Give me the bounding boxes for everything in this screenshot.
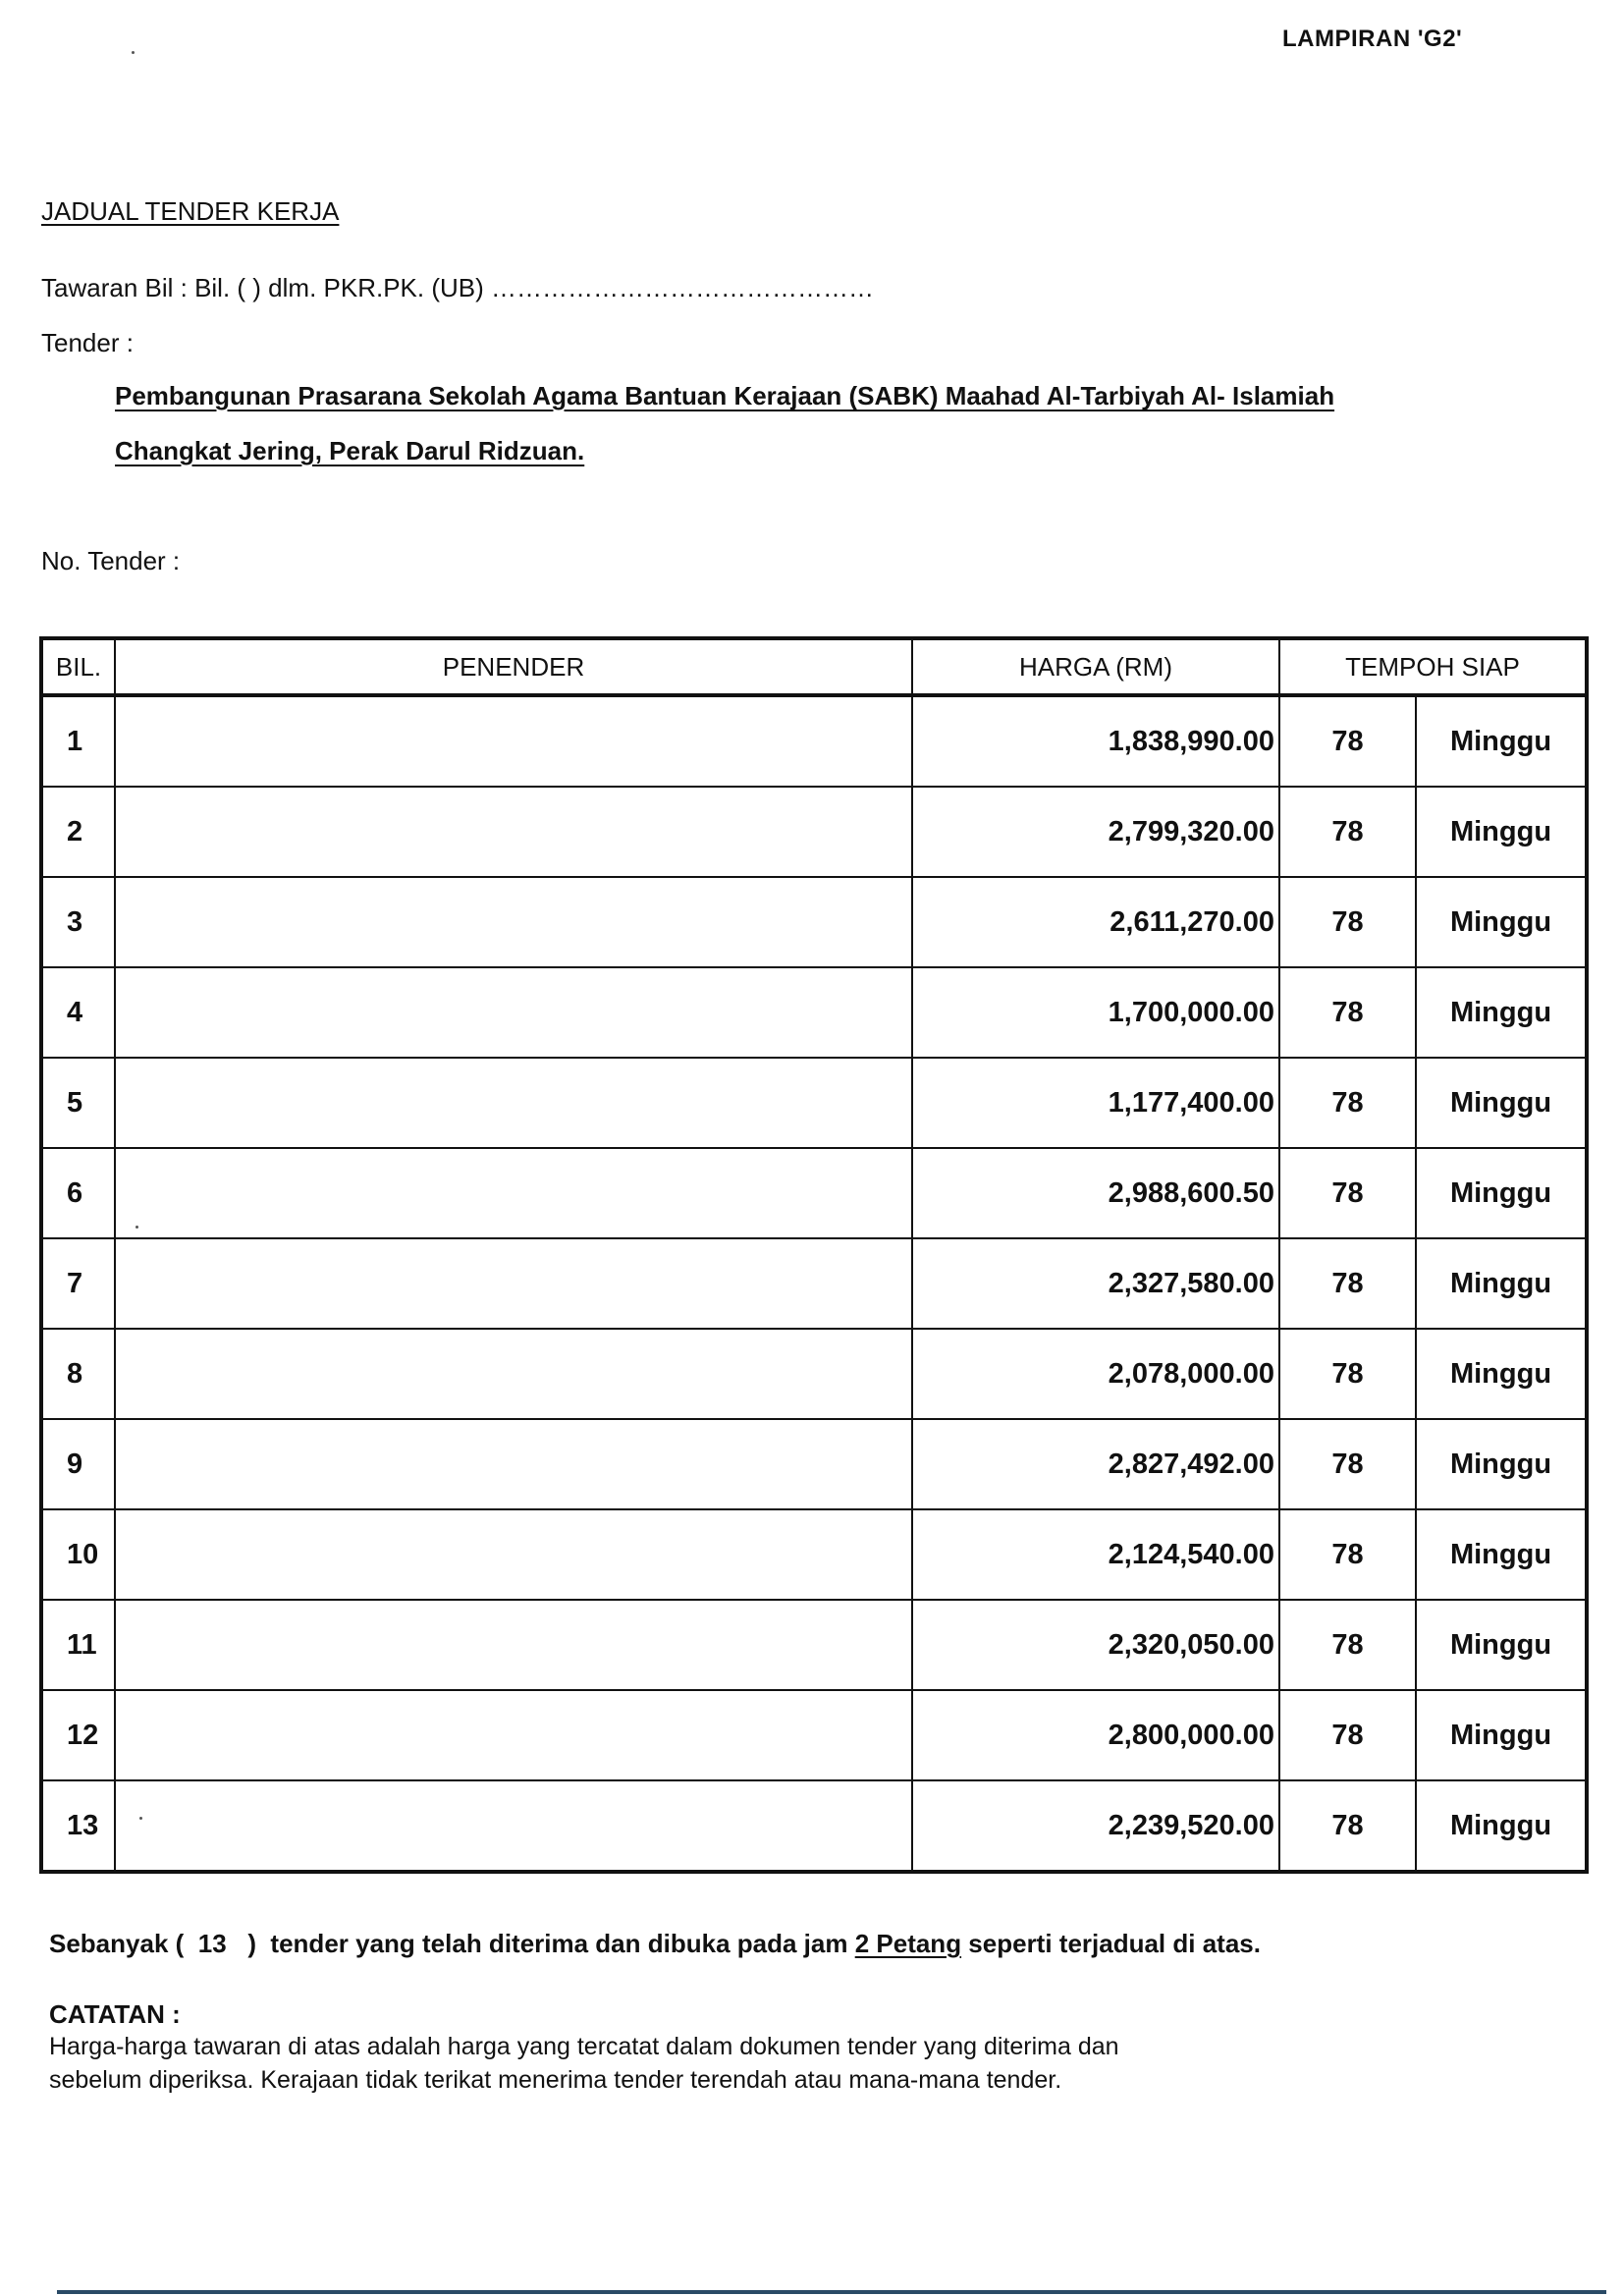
cell-tempoh: 78 [1279, 1238, 1416, 1329]
summary-prefix: Sebanyak ( [49, 1929, 198, 1958]
table-row [41, 1419, 1587, 1509]
tender-number-label: No. Tender : [41, 546, 181, 575]
table-row [41, 1238, 1587, 1329]
cell-harga: 2,988,600.50 [912, 1148, 1279, 1238]
table-row [41, 1690, 1587, 1780]
cell-tempoh: 78 [1279, 1329, 1416, 1419]
cell-tempoh-unit: Minggu [1416, 787, 1587, 877]
cell-tempoh: 78 [1279, 1148, 1416, 1238]
cell-tempoh: 78 [1279, 877, 1416, 967]
cell-tempoh: 78 [1279, 1058, 1416, 1148]
cell-tempoh-unit: Minggu [1416, 1690, 1587, 1780]
cell-tempoh-unit: Minggu [1416, 1058, 1587, 1148]
cell-tempoh-unit: Minggu [1416, 695, 1587, 787]
cell-tempoh-unit: Minggu [1416, 1600, 1587, 1690]
tawaran-line: Tawaran Bil : Bil. ( ) dlm. PKR.PK. (UB) ……………………………………… [41, 273, 874, 302]
cell-harga: 2,239,520.00 [912, 1780, 1279, 1872]
cell-bil: 3 [41, 877, 115, 967]
cell-harga: 2,827,492.00 [912, 1419, 1279, 1509]
table-row [41, 967, 1587, 1058]
table-row [41, 877, 1587, 967]
cell-tempoh-unit: Minggu [1416, 1419, 1587, 1509]
table-row [41, 1329, 1587, 1419]
cell-harga: 2,800,000.00 [912, 1690, 1279, 1780]
column-header-harga: HARGA (RM) [912, 638, 1279, 695]
cell-penender [115, 877, 912, 967]
project-title-line-1: Pembangunan Prasarana Sekolah Agama Bantuan Kerajaan (SABK) Maahad Al-Tarbiyah Al- Islamiah [115, 381, 1335, 410]
scan-speck [132, 51, 135, 54]
catatan-line-2: sebelum diperiksa. Kerajaan tidak terikat menerima tender terendah atau mana-mana tender. [49, 2066, 1062, 2094]
table-row [41, 1148, 1587, 1238]
cell-harga: 2,327,580.00 [912, 1238, 1279, 1329]
cell-harga: 1,838,990.00 [912, 695, 1279, 787]
summary-text [49, 1929, 1261, 1959]
cell-tempoh: 78 [1279, 695, 1416, 787]
column-header-tempoh-siap: TEMPOH SIAP [1279, 638, 1587, 695]
catatan-line-1: Harga-harga tawaran di atas adalah harga yang tercatat dalam dokumen tender yang diterima dan [49, 2033, 1119, 2060]
cell-bil: 5 [41, 1058, 115, 1148]
cell-tempoh: 78 [1279, 967, 1416, 1058]
column-header-penender: PENENDER [115, 638, 912, 695]
cell-penender [115, 1780, 912, 1872]
cell-tempoh-unit: Minggu [1416, 877, 1587, 967]
cell-tempoh-unit: Minggu [1416, 1238, 1587, 1329]
table-row [41, 1509, 1587, 1600]
lampiran-label: LAMPIRAN 'G2' [1282, 26, 1463, 52]
table-row [41, 787, 1587, 877]
cell-harga: 2,799,320.00 [912, 787, 1279, 877]
cell-penender [115, 1238, 912, 1329]
table-row [41, 695, 1587, 787]
cell-bil: 11 [41, 1600, 115, 1690]
cell-harga: 1,700,000.00 [912, 967, 1279, 1058]
cell-penender [115, 1058, 912, 1148]
tender-schedule-table [39, 636, 1589, 1874]
cell-penender [115, 1509, 912, 1600]
cell-tempoh: 78 [1279, 1509, 1416, 1600]
scan-speck [139, 1817, 142, 1820]
cell-penender [115, 695, 912, 787]
cell-bil: 10 [41, 1509, 115, 1600]
table-row [41, 1058, 1587, 1148]
cell-penender [115, 1148, 912, 1238]
cell-bil: 2 [41, 787, 115, 877]
table-row [41, 1780, 1587, 1872]
cell-tempoh-unit: Minggu [1416, 1148, 1587, 1238]
cell-tempoh: 78 [1279, 1419, 1416, 1509]
cell-harga: 2,124,540.00 [912, 1509, 1279, 1600]
cell-harga: 2,320,050.00 [912, 1600, 1279, 1690]
cell-bil: 12 [41, 1690, 115, 1780]
cell-tempoh-unit: Minggu [1416, 967, 1587, 1058]
cell-tempoh-unit: Minggu [1416, 1509, 1587, 1600]
cell-tempoh-unit: Minggu [1416, 1329, 1587, 1419]
cell-bil: 7 [41, 1238, 115, 1329]
summary-suffix: seperti terjadual di atas. [961, 1929, 1261, 1958]
document-title: JADUAL TENDER KERJA [41, 196, 340, 226]
cell-penender [115, 1329, 912, 1419]
project-title-line-2: Changkat Jering, Perak Darul Ridzuan. [115, 436, 585, 465]
cell-tempoh-unit: Minggu [1416, 1780, 1587, 1872]
cell-penender [115, 1600, 912, 1690]
tender-count: 13 [197, 1929, 227, 1958]
cell-bil: 8 [41, 1329, 115, 1419]
table-header-row [41, 638, 1587, 695]
cell-bil: 1 [41, 695, 115, 787]
cell-bil: 9 [41, 1419, 115, 1509]
cell-penender [115, 1690, 912, 1780]
cell-tempoh: 78 [1279, 1780, 1416, 1872]
cell-penender [115, 1419, 912, 1509]
cell-bil: 6 [41, 1148, 115, 1238]
cell-harga: 2,611,270.00 [912, 877, 1279, 967]
column-header-bil: BIL. [41, 638, 115, 695]
scan-speck [135, 1226, 138, 1229]
cell-tempoh: 78 [1279, 787, 1416, 877]
tender-label: Tender : [41, 328, 134, 357]
cell-tempoh: 78 [1279, 1600, 1416, 1690]
cell-penender [115, 967, 912, 1058]
catatan-heading: CATATAN : [49, 1999, 181, 2029]
cell-tempoh: 78 [1279, 1690, 1416, 1780]
summary-middle: ) tender yang telah diterima dan dibuka pada jam [226, 1929, 855, 1958]
cell-bil: 13 [41, 1780, 115, 1872]
cell-penender [115, 787, 912, 877]
bottom-rule [57, 2290, 1606, 2294]
table-row [41, 1600, 1587, 1690]
table-body [41, 695, 1587, 1872]
cell-harga: 2,078,000.00 [912, 1329, 1279, 1419]
opening-time: 2 Petang [854, 1929, 962, 1958]
cell-bil: 4 [41, 967, 115, 1058]
cell-harga: 1,177,400.00 [912, 1058, 1279, 1148]
